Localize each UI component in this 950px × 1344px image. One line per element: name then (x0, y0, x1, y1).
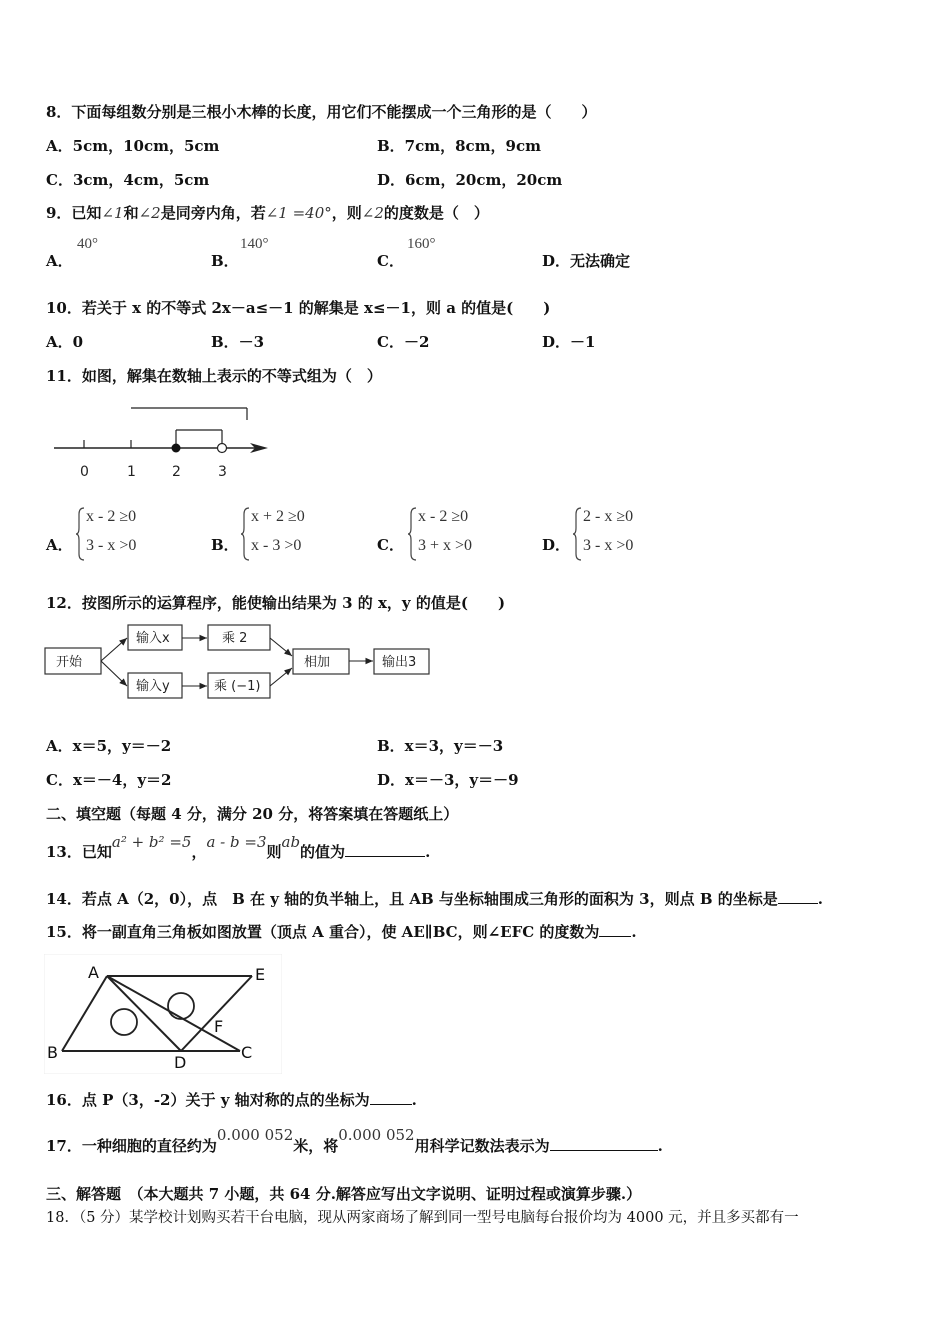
q9-option-c-label: C． (377, 252, 404, 270)
q14-answer-blank (778, 889, 818, 904)
q11-d-row1: 2 - x ≥0 (583, 508, 634, 525)
q11-option-a-label: A． (46, 536, 73, 554)
q9-option-a-value: 40° (77, 236, 98, 252)
tick-label-0: 0 (80, 464, 89, 480)
q13-expr2: a - b =3 (206, 833, 267, 851)
q9-stem (46, 203, 489, 223)
q16-text: 16．点 P（3，-2）关于 y 轴对称的点的坐标为 (46, 1091, 370, 1109)
q12-option-b: B．x＝3，y＝－3 (377, 737, 504, 755)
q11-a-row1: x - 2 ≥0 (86, 508, 137, 525)
q9-angle1: ∠1 (101, 204, 124, 222)
q13-line: 13．已知a² + b² =5，a - b =3则ab的值为 . (46, 833, 431, 861)
q9-option-b-value: 140° (240, 236, 269, 252)
q9-stem-mid: 是同旁内角，若 (160, 204, 266, 222)
q10-option-d: D．－1 (542, 333, 596, 351)
q11-option-c-system (408, 506, 508, 562)
q8-option-c: C．3cm，4cm，5cm (46, 171, 210, 189)
brace-icon (76, 506, 86, 562)
q9-and: 和 (123, 204, 139, 222)
q13-post: 的值为 (300, 843, 346, 861)
q16-line: 16．点 P（3，-2）关于 y 轴对称的点的坐标为 . (46, 1091, 417, 1109)
q17-answer-blank (550, 1136, 658, 1151)
brace-icon (573, 506, 583, 562)
flow-mul2-text: 乘 2 (222, 631, 248, 646)
q17-number-2: 0.000 052 (338, 1126, 415, 1144)
q11-option-d-label: D． (542, 536, 571, 554)
label-A: A (88, 963, 99, 982)
tick-label-3: 3 (218, 464, 227, 480)
label-E: E (255, 965, 266, 984)
section-2-title: 二、填空题（每题 4 分，满分 20 分，将答案填在答题纸上） (46, 805, 459, 823)
q10-option-b: B．－3 (211, 333, 265, 351)
flow-start-text: 开始 (56, 655, 83, 670)
number-line-figure (50, 400, 280, 485)
solid-dot-2 (172, 444, 181, 453)
q11-option-a-system (76, 506, 176, 562)
q9-option-a-label: A． (46, 252, 73, 270)
q9-option-c-value: 160° (407, 236, 436, 252)
label-F: F (214, 1017, 224, 1036)
q12-option-d: D．x＝－3，y＝－9 (377, 771, 519, 789)
q15-answer-blank (599, 922, 631, 937)
q17-number-1: 0.000 052 (216, 1126, 294, 1144)
q15-text: 15．将一副直角三角板如图放置（顶点 A 重合），使 AE∥BC，则∠EFC 的度数为 (46, 923, 600, 941)
q11-d-row2: 3 - x >0 (583, 537, 634, 554)
q9-stem-mid2: ，则 (331, 204, 362, 222)
flow-input-x-text: 输入x (136, 631, 170, 646)
triangle-figure (44, 954, 282, 1074)
q9-stem-post: 的度数是（ ） (383, 204, 489, 222)
q11-b-row2: x - 3 >0 (251, 537, 302, 554)
q10-option-a: A．0 (46, 333, 84, 351)
flowchart-figure (44, 620, 434, 702)
q11-option-c-label: C． (377, 536, 404, 554)
q12-option-a: A．x＝5，y＝－2 (46, 737, 172, 755)
q13-answer-blank (345, 842, 425, 857)
q10-stem: 10．若关于 x 的不等式 2x－a≤－1 的解集是 x≤－1，则 a 的值是( ) (46, 299, 551, 317)
q9-angle2b: ∠2 (361, 204, 384, 222)
q11-c-row2: 3 + x >0 (418, 537, 473, 554)
q17-post: 用科学记数法表示为 (414, 1137, 550, 1155)
tick-label-2: 2 (172, 464, 181, 480)
q11-option-b-system (241, 506, 341, 562)
q13-mid: 则 (266, 843, 282, 861)
q17-pre: 17．一种细胞的直径约为 (46, 1137, 217, 1155)
q11-option-b-label: B． (211, 536, 239, 554)
label-D: D (174, 1053, 187, 1072)
q8-option-d: D．6cm，20cm，20cm (377, 171, 563, 189)
brace-icon (408, 506, 418, 562)
q8-stem: 8．下面每组数分别是三根小木棒的长度，用它们不能摆成一个三角形的是（ ） (46, 103, 597, 121)
q8-option-a: A．5cm，10cm，5cm (46, 137, 220, 155)
brace-icon (241, 506, 251, 562)
flow-mulneg1-text: 乘 (−1) (214, 679, 261, 694)
q11-b-row1: x + 2 ≥0 (251, 508, 305, 525)
label-B: B (47, 1043, 58, 1062)
section-3-title: 三、解答题 （本大题共 7 小题，共 64 分.解答应写出文字说明、证明过程或演算步骤.） (46, 1185, 642, 1203)
q14-line: 14．若点 A（2，0），点 B 在 y 轴的负半轴上，且 AB 与坐标轴围成三角形的面积为 3，则点 B 的坐标是 . (46, 890, 823, 908)
q9-option-d: D．无法确定 (542, 252, 631, 270)
q10-option-c: C．－2 (377, 333, 430, 351)
tick-label-1: 1 (127, 464, 136, 480)
q11-stem: 11．如图，解集在数轴上表示的不等式组为（ ） (46, 367, 382, 385)
q11-a-row2: 3 - x >0 (86, 537, 137, 554)
flow-output-text: 输出3 (382, 655, 417, 670)
q17-line: 17．一种细胞的直径约为0.000 052米，将0.000 052用科学记数法表示为 . (46, 1126, 663, 1155)
q18-text: 18．（5 分）某学校计划购买若干台电脑，现从两家商场了解到同一型号电脑每台报价均为 4000 元，并且多买都有一 (46, 1210, 799, 1226)
q8-option-b: B．7cm，8cm，9cm (377, 137, 542, 155)
q14-text: 14．若点 A（2，0），点 B 在 y 轴的负半轴上，且 AB 与坐标轴围成三角形的面积为 3，则点 B 的坐标是 (46, 890, 778, 908)
q12-option-c: C．x＝－4，y＝2 (46, 771, 172, 789)
q9-condition: ∠1 =40° (265, 204, 332, 222)
q13-comma: ， (191, 843, 207, 861)
q13-expr1: a² + b² =5 (111, 833, 192, 851)
q16-answer-blank (370, 1090, 412, 1105)
hollow-dot-3 (218, 444, 227, 453)
q11-c-row1: x - 2 ≥0 (418, 508, 469, 525)
q12-stem: 12．按图所示的运算程序，能使输出结果为 3 的 x，y 的值是( ) (46, 594, 506, 612)
q9-angle2: ∠2 (138, 204, 161, 222)
q17-mid: 米，将 (293, 1137, 339, 1155)
q9-option-b-label: B． (211, 252, 239, 270)
q15-line: 15．将一副直角三角板如图放置（顶点 A 重合），使 AE∥BC，则∠EFC 的度数为 . (46, 923, 637, 941)
q9-stem-pre: 9．已知 (46, 204, 102, 222)
flow-add-text: 相加 (304, 655, 331, 670)
q13-pre: 13．已知 (46, 843, 112, 861)
flow-input-y-text: 输入y (136, 679, 170, 694)
q11-option-d-system (573, 506, 673, 562)
label-C: C (241, 1043, 253, 1062)
q13-expr3: ab (281, 833, 301, 851)
